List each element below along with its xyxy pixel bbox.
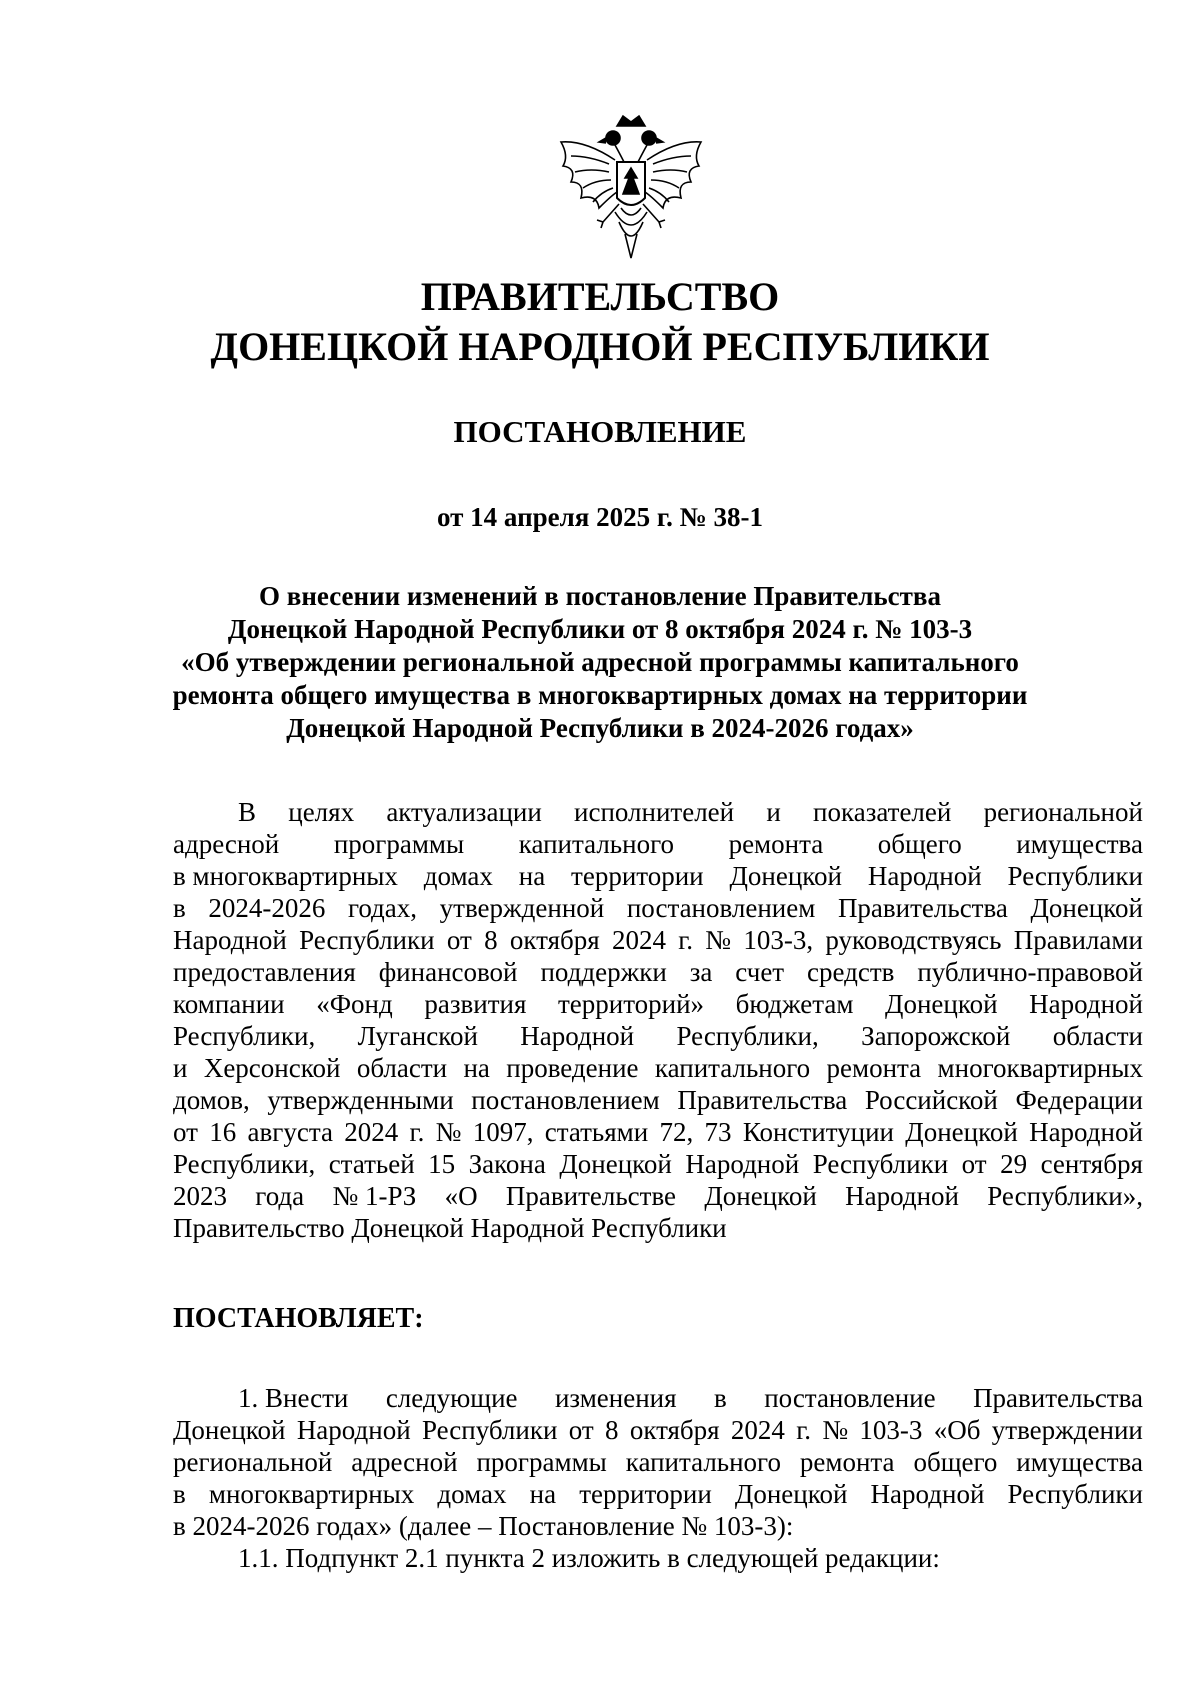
word: области (356, 1053, 448, 1083)
word: 8 (484, 925, 498, 955)
word: утвержденной (439, 893, 605, 923)
text-line (173, 988, 1143, 1020)
word: «Об (933, 1415, 981, 1445)
word: «О (444, 1181, 478, 1211)
text-line (173, 828, 1143, 860)
word: Херсонской (203, 1053, 341, 1083)
word: № (822, 1415, 849, 1445)
word: 103-3, (743, 925, 814, 955)
word: Правительства (973, 1383, 1143, 1413)
word: ремонта (728, 829, 824, 859)
word: программы (333, 829, 465, 859)
word: за (689, 957, 713, 987)
word: 16 (209, 1117, 237, 1147)
word: области (1052, 1021, 1143, 1051)
word: августа (247, 1117, 333, 1147)
word: средств (807, 957, 895, 987)
word: Республики (421, 1415, 558, 1445)
word: г. (678, 925, 693, 955)
word: Народной (1029, 989, 1143, 1019)
word: бюджетам (735, 989, 854, 1019)
text-line (173, 1446, 1143, 1478)
word: Республики, (173, 1149, 316, 1179)
text-line (173, 956, 1143, 988)
organization-line-2: ДОНЕЦКОЙ НАРОДНОЙ РЕСПУБЛИКИ (210, 324, 990, 369)
word: в (173, 893, 186, 923)
text-line (173, 924, 1143, 956)
text-line (173, 1084, 1143, 1116)
word: «Фонд (316, 989, 393, 1019)
word: домах (437, 1479, 507, 1509)
word: проведение (506, 1053, 639, 1083)
word: 1097, (472, 1117, 534, 1147)
word: Донецкой (734, 1479, 848, 1509)
text-line (173, 1148, 1143, 1180)
word: 8 (605, 1415, 619, 1445)
title-line: Донецкой Народной Республики в 2024-2026 годах» (286, 713, 914, 743)
word: от (173, 1117, 198, 1147)
word: Запорожской (861, 1021, 1011, 1051)
word: 1. Внести (238, 1383, 349, 1413)
word: территории (571, 861, 704, 891)
word: 2023 (173, 1181, 227, 1211)
title-line: ремонта общего имущества в многоквартирных домах на территории (172, 680, 1028, 710)
word: ремонта (799, 1447, 895, 1477)
word: Донецкой (1030, 893, 1143, 923)
word: сентября (1040, 1149, 1143, 1179)
word: Республики (812, 1149, 949, 1179)
resolution-items (173, 1382, 1143, 1574)
word: общего (913, 1447, 998, 1477)
word: адресной (351, 1447, 458, 1477)
text-line (173, 1478, 1143, 1510)
word: Донецкой (905, 1117, 1018, 1147)
word: Донецкой (559, 1149, 672, 1179)
word: предоставления (173, 957, 356, 987)
document-type: ПОСТАНОВЛЕНИЕ (453, 414, 747, 449)
word: региональной (983, 797, 1143, 827)
word: показателей (813, 797, 952, 827)
word: г. (796, 1415, 811, 1445)
word: Правительства (837, 893, 1008, 923)
word: Народной (296, 1415, 411, 1445)
word: Народной (867, 861, 982, 891)
word: постановлением (626, 893, 816, 923)
word: капитального (625, 1447, 781, 1477)
word: Донецкой (729, 861, 842, 891)
word: территории (579, 1479, 712, 1509)
text-line (173, 1414, 1143, 1446)
title-line: Донецкой Народной Республики от 8 октября 2024 г. № 103-3 (227, 614, 973, 644)
text-line: 1.1. Подпункт 2.1 пункта 2 изложить в следующей редакции: (238, 1543, 940, 1573)
word: Правилами (1013, 925, 1143, 955)
word: домов, (173, 1085, 250, 1115)
word: исполнителей (574, 797, 735, 827)
word: в многоквартирных (173, 861, 398, 891)
word: 2024-2026 (208, 893, 326, 923)
word: счет (735, 957, 785, 987)
word: изменения (554, 1383, 677, 1413)
word: постановлением (471, 1085, 660, 1115)
word: 103-3 (859, 1415, 923, 1445)
word: 73 (704, 1117, 732, 1147)
text-line: Правительство Донецкой Народной Республики (173, 1213, 727, 1243)
word: имущества (1016, 1447, 1143, 1477)
word: № (705, 925, 732, 955)
word: и (766, 797, 781, 827)
text-line (173, 892, 1143, 924)
coat-of-arms-emblem (555, 112, 707, 262)
word: домах (423, 861, 493, 891)
word: актуализации (386, 797, 542, 827)
word: № (435, 1117, 462, 1147)
text-line (173, 1180, 1143, 1212)
text-line: в 2024-2026 годах» (далее – Постановление № 103-3): (173, 1511, 794, 1541)
word: руководствуясь (825, 925, 1002, 955)
word: программы (476, 1447, 607, 1477)
word: в (173, 1479, 186, 1509)
word: года (255, 1181, 305, 1211)
word: многоквартирных (937, 1053, 1143, 1083)
word: от (961, 1149, 987, 1179)
word: на (529, 1479, 557, 1509)
word: публично-правовой (917, 957, 1143, 987)
word: Народной (520, 1021, 635, 1051)
word: капитального (518, 829, 674, 859)
title-line: «Об утверждении региональной адресной программы капитального (181, 647, 1019, 677)
word: 29 (1000, 1149, 1028, 1179)
word: на (518, 861, 546, 891)
word: Народной (685, 1149, 800, 1179)
text-line (173, 1052, 1143, 1084)
word: Правительства (677, 1085, 848, 1115)
text-line (173, 860, 1143, 892)
word: в (714, 1383, 727, 1413)
word: на (463, 1053, 490, 1083)
word: 2024 (344, 1117, 399, 1147)
word: Народной (845, 1181, 959, 1211)
word: утверждении (991, 1415, 1143, 1445)
word: финансовой (378, 957, 518, 987)
word: Российской (864, 1085, 998, 1115)
word: от (446, 925, 472, 955)
word: региональной (173, 1447, 333, 1477)
word: статьями (544, 1117, 649, 1147)
word: статьей (328, 1149, 415, 1179)
word: Республики, (676, 1021, 819, 1051)
word: Закона (468, 1149, 546, 1179)
word: Народной (1029, 1117, 1143, 1147)
word: Республики», (987, 1181, 1143, 1211)
word: Республики (1007, 861, 1143, 891)
word: 15 (428, 1149, 456, 1179)
word: Донецкой (173, 1415, 286, 1445)
word: 72, (659, 1117, 694, 1147)
title-line: О внесении изменений в постановление Правительства (259, 581, 941, 611)
word: целях (288, 797, 355, 827)
word: ремонта (826, 1053, 922, 1083)
word: капитального (654, 1053, 811, 1083)
organization-name (0, 272, 1200, 372)
word: Правительстве (505, 1181, 677, 1211)
text-line (173, 796, 1143, 828)
word: постановление (764, 1383, 936, 1413)
text-line (173, 1020, 1143, 1052)
word: Конституции (742, 1117, 894, 1147)
word: В (238, 797, 257, 827)
word: 2024 (611, 925, 666, 955)
word: компании (173, 989, 285, 1019)
word: Республики (299, 925, 435, 955)
word: следующие (385, 1383, 518, 1413)
word: Народной (173, 925, 287, 955)
word: октября (509, 925, 600, 955)
document-title (150, 580, 1050, 745)
word: территорий» (557, 989, 705, 1019)
word: 2024 (730, 1415, 785, 1445)
word: от (568, 1415, 594, 1445)
word: имущества (1016, 829, 1143, 859)
word: утвержденными (267, 1085, 454, 1115)
resolve-heading: ПОСТАНОВЛЯЕТ: (173, 1303, 424, 1334)
word: многоквартирных (208, 1479, 415, 1509)
word: и (173, 1053, 188, 1083)
document-date-number: от 14 апреля 2025 г. № 38-1 (437, 502, 763, 532)
word: Федерации (1015, 1085, 1143, 1115)
word: адресной (173, 829, 280, 859)
word: развития (424, 989, 527, 1019)
word: поддержки (540, 957, 667, 987)
word: Республики, (173, 1021, 316, 1051)
word: Донецкой (885, 989, 998, 1019)
organization-line-1: ПРАВИТЕЛЬСТВО (420, 274, 780, 319)
text-line (173, 1382, 1143, 1414)
word: № 1-РЗ (332, 1181, 417, 1211)
word: г. (409, 1117, 425, 1147)
word: Народной (870, 1479, 985, 1509)
preamble-paragraph (173, 796, 1143, 1244)
text-line (173, 1116, 1143, 1148)
word: годах, (347, 893, 418, 923)
word: октября (629, 1415, 720, 1445)
word: общего (877, 829, 962, 859)
word: Донецкой (704, 1181, 817, 1211)
word: Республики (1007, 1479, 1143, 1509)
word: Луганской (357, 1021, 478, 1051)
